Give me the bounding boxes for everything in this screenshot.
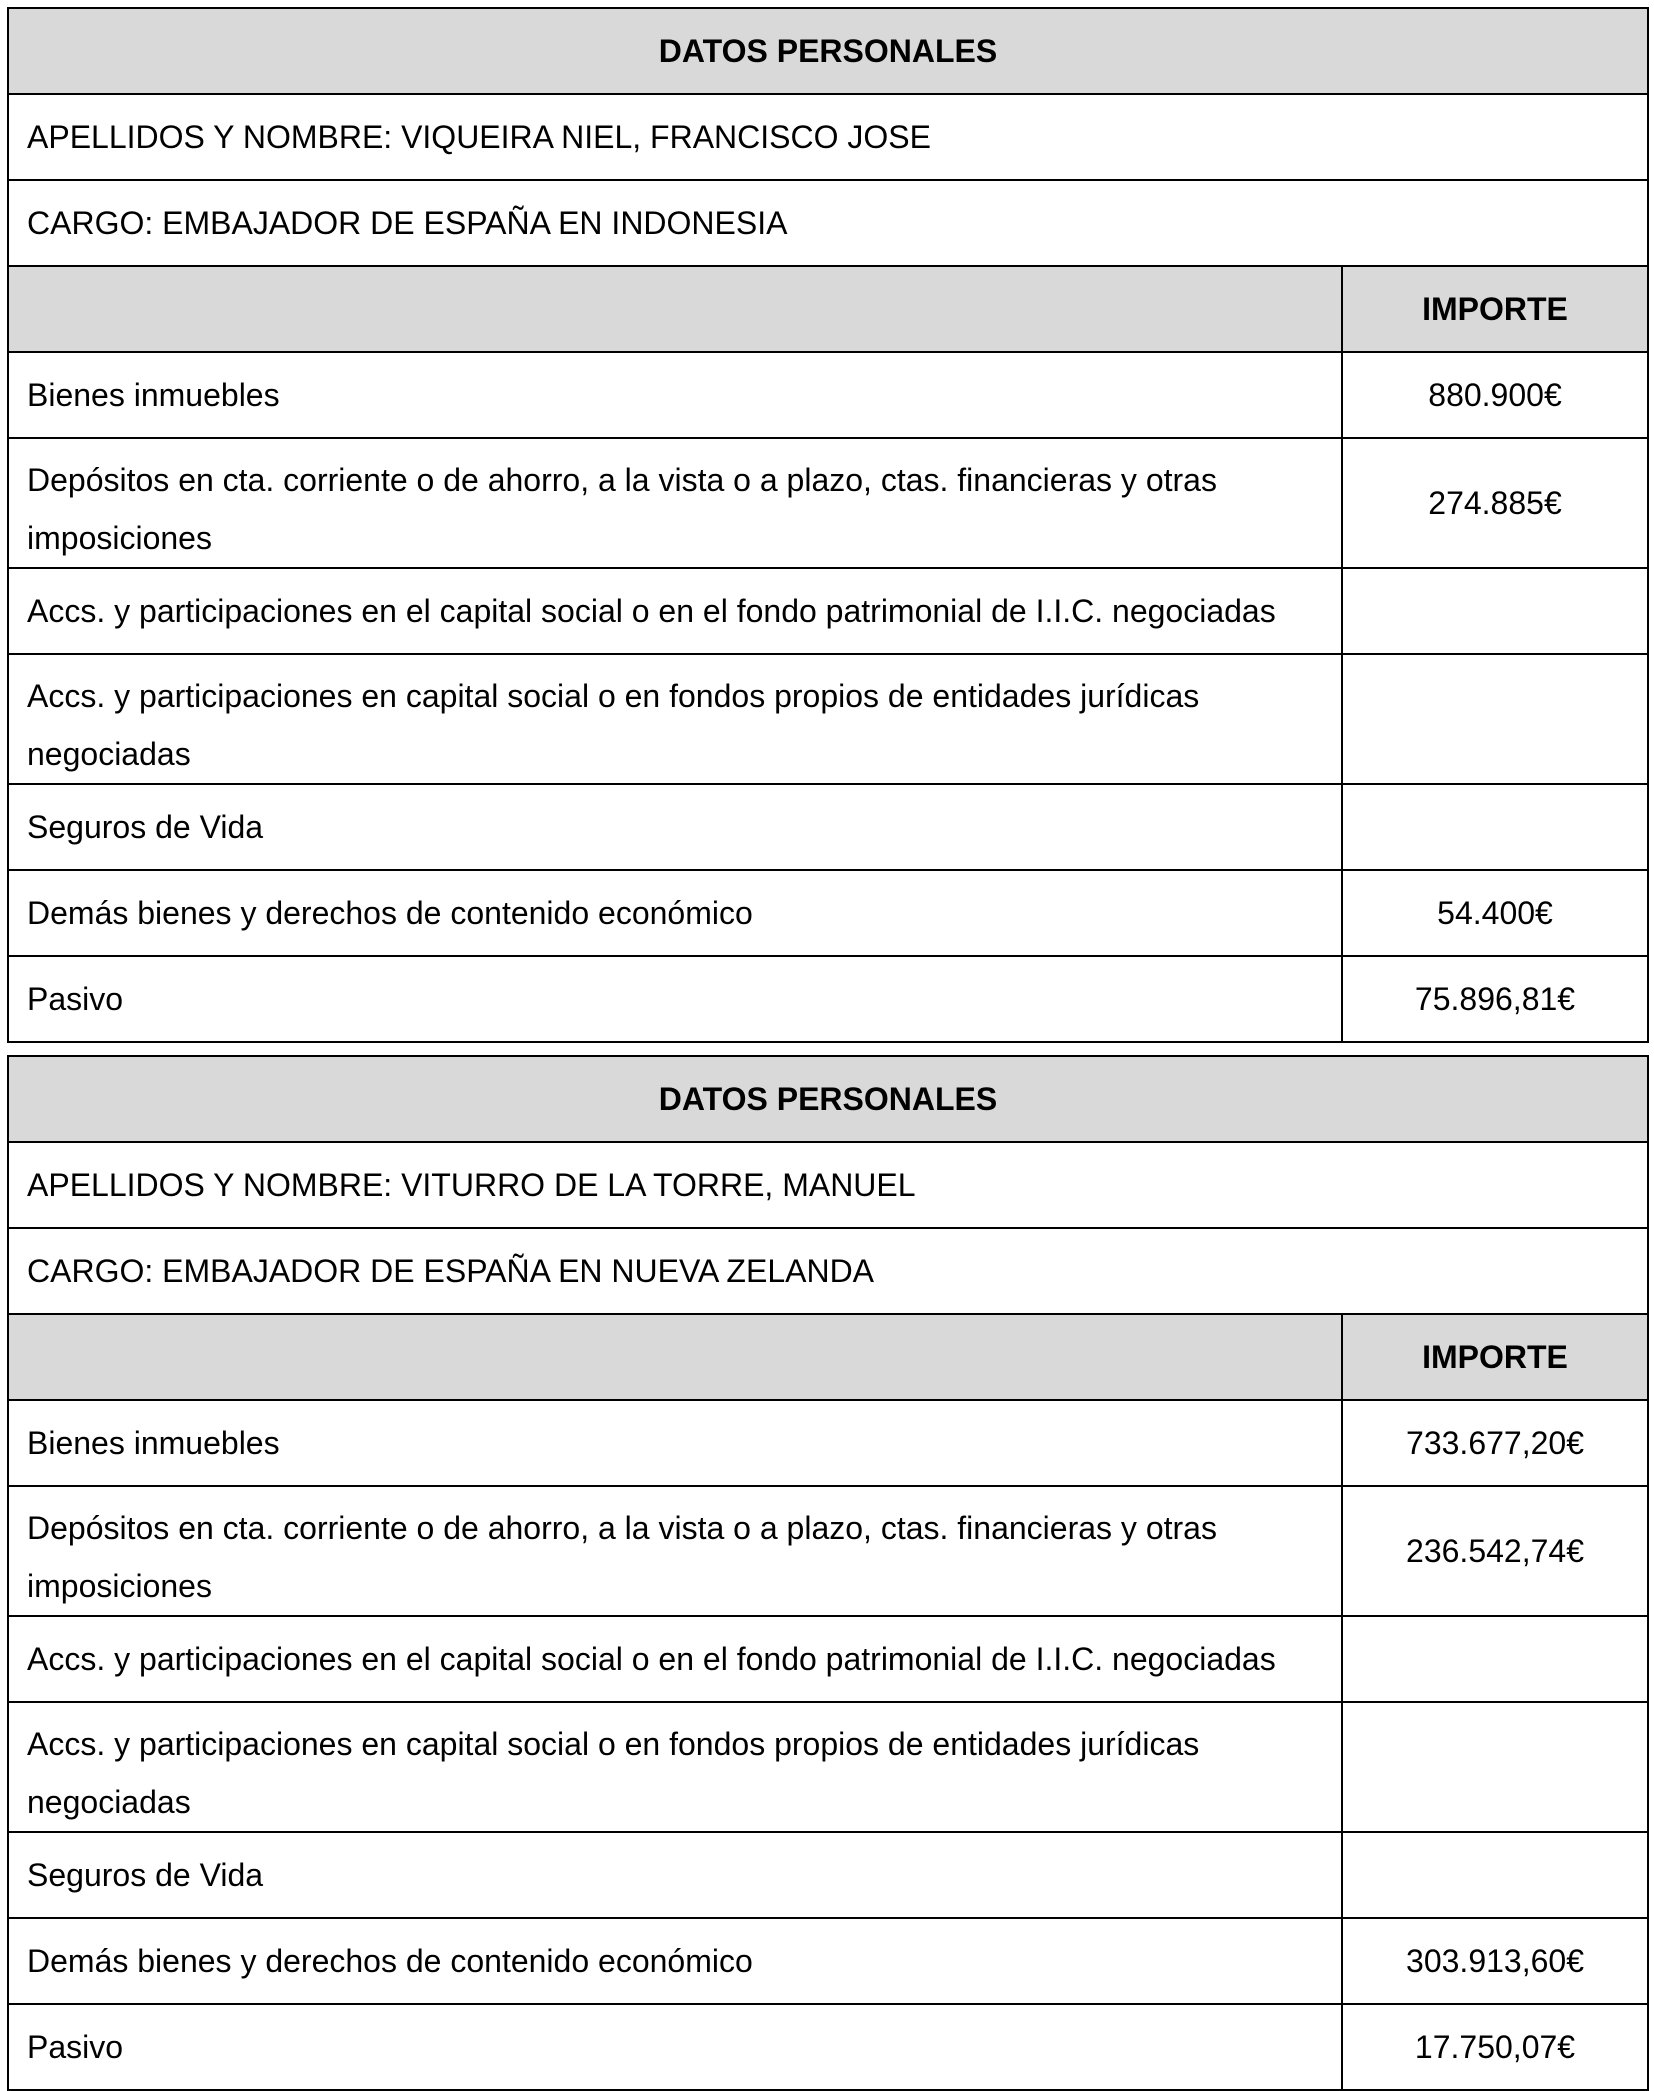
concept-cell: Seguros de Vida — [8, 1832, 1342, 1918]
amount-cell: 303.913,60€ — [1342, 1918, 1648, 2004]
amount-column-header: IMPORTE — [1342, 1314, 1648, 1400]
section-header-row — [8, 8, 1648, 94]
concept-cell: Seguros de Vida — [8, 784, 1342, 870]
asset-declaration-table-2 — [7, 1055, 1649, 2091]
position-line: CARGO: EMBAJADOR DE ESPAÑA EN NUEVA ZELANDA — [8, 1228, 1648, 1314]
concept-cell: Accs. y participaciones en el capital social o en el fondo patrimonial de I.I.C. negociadas — [8, 1616, 1342, 1702]
table-row — [8, 1616, 1648, 1702]
amount-cell: 274.885€ — [1342, 438, 1648, 568]
concept-cell: Accs. y participaciones en el capital social o en el fondo patrimonial de I.I.C. negociadas — [8, 568, 1342, 654]
table-row — [8, 1832, 1648, 1918]
position-line: CARGO: EMBAJADOR DE ESPAÑA EN INDONESIA — [8, 180, 1648, 266]
concept-cell: Depósitos en cta. corriente o de ahorro, a la vista o a plazo, ctas. financieras y otras imposiciones — [8, 438, 1342, 568]
table-row — [8, 654, 1648, 784]
column-header-row — [8, 1314, 1648, 1400]
section-header-row — [8, 1056, 1648, 1142]
table-row — [8, 784, 1648, 870]
amount-cell — [1342, 654, 1648, 784]
table-row — [8, 2004, 1648, 2090]
amount-cell — [1342, 568, 1648, 654]
concept-cell: Demás bienes y derechos de contenido económico — [8, 1918, 1342, 2004]
table-row — [8, 1702, 1648, 1832]
concept-cell: Accs. y participaciones en capital social o en fondos propios de entidades jurídicas negociadas — [8, 654, 1342, 784]
concept-column-header — [8, 1314, 1342, 1400]
table-row — [8, 870, 1648, 956]
section-header: DATOS PERSONALES — [8, 1056, 1648, 1142]
amount-cell — [1342, 784, 1648, 870]
table-row — [8, 956, 1648, 1042]
position-row — [8, 1228, 1648, 1314]
concept-cell: Bienes inmuebles — [8, 352, 1342, 438]
table-row — [8, 1486, 1648, 1616]
name-line: APELLIDOS Y NOMBRE: VIQUEIRA NIEL, FRANCISCO JOSE — [8, 94, 1648, 180]
column-header-row — [8, 266, 1648, 352]
amount-column-header: IMPORTE — [1342, 266, 1648, 352]
amount-cell — [1342, 1702, 1648, 1832]
table-row — [8, 568, 1648, 654]
name-line: APELLIDOS Y NOMBRE: VITURRO DE LA TORRE, MANUEL — [8, 1142, 1648, 1228]
amount-cell: 236.542,74€ — [1342, 1486, 1648, 1616]
amount-cell: 75.896,81€ — [1342, 956, 1648, 1042]
position-row — [8, 180, 1648, 266]
amount-cell — [1342, 1616, 1648, 1702]
section-header: DATOS PERSONALES — [8, 8, 1648, 94]
table-row — [8, 438, 1648, 568]
name-row — [8, 94, 1648, 180]
amount-cell: 54.400€ — [1342, 870, 1648, 956]
table-row — [8, 1918, 1648, 2004]
asset-declaration-table-1 — [7, 7, 1649, 1043]
concept-column-header — [8, 266, 1342, 352]
concept-cell: Demás bienes y derechos de contenido económico — [8, 870, 1342, 956]
table-row — [8, 1400, 1648, 1486]
amount-cell: 733.677,20€ — [1342, 1400, 1648, 1486]
amount-cell: 880.900€ — [1342, 352, 1648, 438]
amount-cell: 17.750,07€ — [1342, 2004, 1648, 2090]
name-row — [8, 1142, 1648, 1228]
concept-cell: Depósitos en cta. corriente o de ahorro, a la vista o a plazo, ctas. financieras y otras imposiciones — [8, 1486, 1342, 1616]
amount-cell — [1342, 1832, 1648, 1918]
concept-cell: Accs. y participaciones en capital social o en fondos propios de entidades jurídicas negociadas — [8, 1702, 1342, 1832]
table-row — [8, 352, 1648, 438]
concept-cell: Bienes inmuebles — [8, 1400, 1342, 1486]
concept-cell: Pasivo — [8, 956, 1342, 1042]
concept-cell: Pasivo — [8, 2004, 1342, 2090]
